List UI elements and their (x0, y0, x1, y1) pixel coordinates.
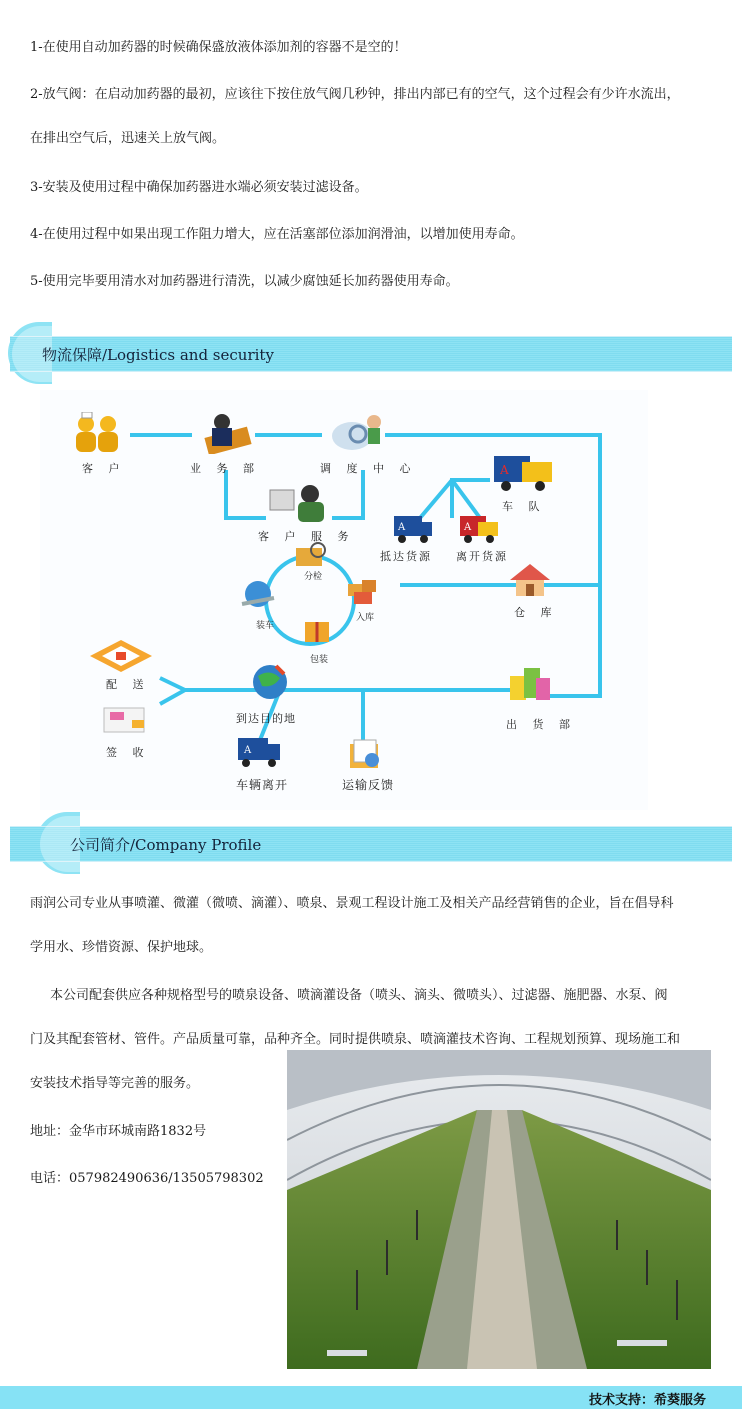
fleet-truck-icon (492, 452, 558, 492)
destination-label: 到达目的地 (236, 712, 296, 725)
logistics-diagram (40, 390, 648, 810)
load-globe-icon (238, 578, 278, 612)
sales-icon (198, 412, 254, 454)
sign-label: 签 收 (106, 746, 150, 759)
greenhouse-photo (287, 1050, 711, 1369)
customer-icon (70, 412, 126, 452)
sign-icon (98, 706, 152, 736)
warehouse-icon (508, 562, 552, 598)
note-4: 4-在使用过程中如果出现工作阻力增大，应在活塞部位添加润滑油，以增加使用寿命。 (30, 227, 524, 242)
store-boxes-icon (346, 576, 380, 606)
svg-text:A: A (500, 463, 509, 477)
note-1: 1-在使用自动加药器的时候确保盛放液体添加剂的容器不是空的！ (30, 40, 407, 55)
dispatch-icon (328, 412, 386, 454)
note-3: 3-安装及使用过程中确保加药器进水端必须安装过滤设备。 (30, 180, 368, 195)
sort-check-label: 分检 (304, 572, 323, 582)
footer-bar (0, 1386, 742, 1409)
company-para2-line2: 门及其配套管材、管件。产品质量可靠，品种齐全。同时提供喷泉、喷滴灌技术咨询、工程规划预算、现场施工和 (30, 1032, 681, 1047)
company-para1-line1: 雨润公司专业从事喷灌、微灌（微喷、滴灌）、喷泉、景观工程设计施工及相关产品经营销售的企业，旨在倡导科 (30, 896, 674, 911)
dispatch-label: 调 度 中 心 (320, 462, 417, 475)
company-para2-line3: 安装技术指导等完善的服务。 (30, 1076, 200, 1091)
delivery-label: 配 送 (106, 678, 150, 691)
company-address: 地址：金华市环城南路1832号 (30, 1124, 207, 1139)
pack-box-icon (302, 616, 332, 646)
sales-label: 业 务 部 (190, 462, 260, 475)
transport-feedback-label: 运输反馈 (342, 778, 395, 792)
leave-source-label: 离开货源 (456, 550, 508, 563)
note-2: 2-放气阀：在启动加药器的最初，应该往下按住放气阀几秒钟，排出内部已有的空气，这个过程会有少许水流出， (30, 87, 680, 102)
warehouse-label: 仓 库 (514, 606, 558, 619)
pack-label: 包装 (310, 655, 329, 665)
customer-service-label: 客 户 服 务 (258, 530, 355, 543)
company-para1-line2: 学用水、珍惜资源、保护地球。 (30, 940, 213, 955)
leave-source-truck-icon (458, 514, 502, 544)
arrive-source-truck-icon (392, 514, 436, 544)
svg-text:A: A (464, 522, 472, 533)
cropped-heading-fragment (30, 0, 110, 3)
vehicle-leave-truck-icon (236, 736, 284, 768)
customer-label: 客 户 (82, 462, 126, 475)
delivery-icon (88, 638, 154, 676)
note-2-cont: 在排出空气后，迅速关上放气阀。 (30, 131, 226, 146)
transport-feedback-folder-icon (346, 736, 386, 772)
arrive-source-label: 抵达货源 (380, 550, 432, 563)
load-label: 装车 (256, 621, 275, 631)
store-label: 入库 (356, 613, 375, 623)
footer-tech-support: 技术支持：希葵服务 (588, 1393, 706, 1408)
svg-text:A: A (244, 745, 252, 756)
company-title: 公司简介/Company Profile (70, 836, 262, 854)
svg-text:A: A (398, 522, 406, 533)
note-5: 5-使用完毕要用清水对加药器进行清洗，以减少腐蚀延长加药器使用寿命。 (30, 274, 459, 289)
destination-globe-icon (250, 662, 290, 702)
shipping-label: 出 货 部 (506, 718, 576, 731)
shipping-bags-icon (506, 664, 552, 704)
sort-check-icon (294, 542, 330, 568)
company-phone: 电话：057982490636/13505798302 (30, 1171, 264, 1186)
customer-service-icon (268, 482, 328, 524)
company-para2-line1: 本公司配套供应各种规格型号的喷泉设备、喷滴灌设备（喷头、滴头、微喷头）、过滤器、施肥器、水泵、阀 (50, 988, 668, 1003)
vehicle-leave-label: 车辆离开 (236, 778, 289, 792)
fleet-label: 车 队 (502, 500, 546, 513)
logistics-title: 物流保障/Logistics and security (42, 346, 274, 364)
